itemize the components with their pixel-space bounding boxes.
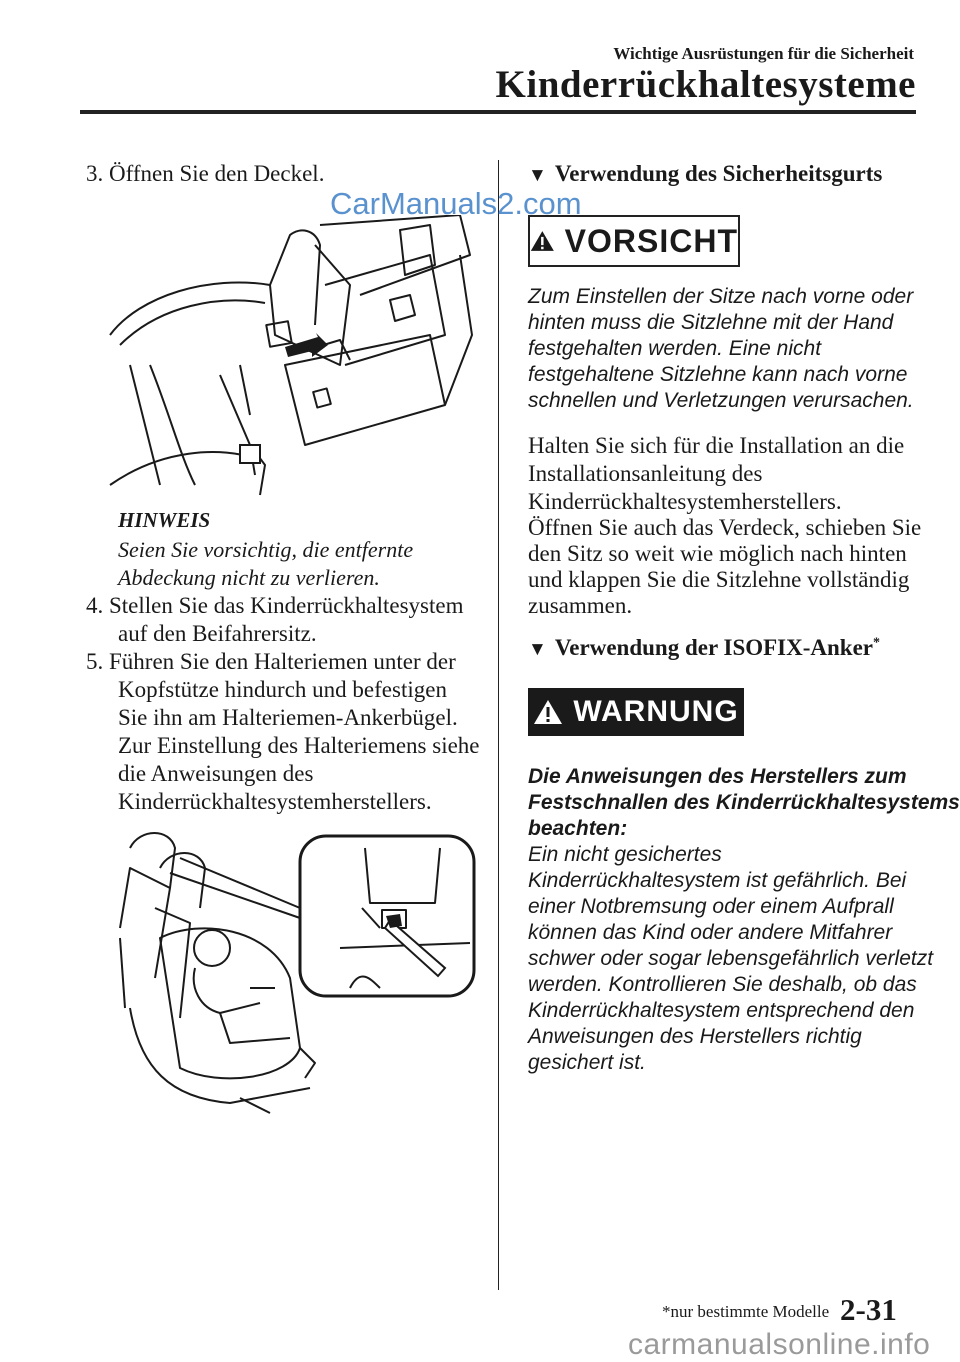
header-rule	[80, 110, 916, 114]
body-line: Öffnen Sie auch das Verdeck, schieben Sie	[528, 515, 922, 540]
warning-triangle-icon	[533, 699, 563, 725]
caution-box	[528, 215, 740, 267]
warning-line: schwer oder sogar lebensgefährlich verletzt	[528, 947, 934, 970]
body-line: und klappen Sie die Sitzlehne vollständig	[528, 567, 910, 592]
footer-url: carmanualsonline.info	[628, 1328, 931, 1361]
chapter-title: Wichtige Ausrüstungen für die Sicherheit	[613, 44, 914, 63]
footnote-marker: *	[873, 635, 881, 651]
warning-line: können das Kind oder andere Mitfahrer	[528, 921, 893, 944]
caution-line: Zum Einstellen der Sitze nach vorne oder	[528, 285, 914, 308]
warning-line: gesichert ist.	[528, 1051, 646, 1074]
step-4-line: 4. Stellen Sie das Kinderrückhaltesystem	[86, 593, 464, 618]
warning-bold-line: Die Anweisungen des Herstellers zum	[528, 765, 907, 788]
warning-line: Kinderrückhaltesystem ist gefährlich. Bei	[528, 869, 907, 892]
warning-box	[528, 688, 744, 736]
warning-bold-line: beachten:	[528, 817, 628, 840]
heading-isofix-label: Verwendung der ISOFIX-Anker	[554, 635, 874, 660]
warning-line: Ein nicht gesichertes	[528, 843, 722, 866]
step-3: 3. Öffnen Sie den Deckel.	[86, 161, 325, 186]
body-line: Halten Sie sich für die Installation an die	[528, 433, 905, 458]
caution-line: festgehaltene Sitzlehne kann nach vorne	[528, 363, 908, 386]
column-separator	[498, 160, 499, 1290]
heading-triangle-icon: ▼	[528, 165, 547, 186]
warning-label: WARNUNG	[573, 695, 739, 728]
step-5-line: Sie ihn am Halteriemen-Ankerbügel.	[118, 705, 458, 730]
warning-line: Kinderrückhaltesystem entsprechend den	[528, 999, 915, 1022]
step-5-line: 5. Führen Sie den Halteriemen unter der	[86, 649, 456, 674]
note-heading: HINWEIS	[118, 508, 211, 532]
caution-label: VORSICHT	[564, 222, 738, 259]
warning-bold-line: Festschnallen des Kinderrückhaltesystems	[528, 791, 960, 814]
step-5-line: Kopfstütze hindurch und befestigen	[118, 677, 447, 702]
body-line: zusammen.	[528, 593, 633, 618]
warning-line: einer Notbremsung oder einem Aufprall	[528, 895, 894, 918]
warning-triangle-icon	[530, 228, 555, 254]
illustration-open-cover	[100, 215, 480, 500]
heading-seatbelt-label: Verwendung des Sicherheitsgurts	[554, 161, 883, 186]
heading-seatbelt	[528, 161, 882, 187]
body-line: Kinderrückhaltesystemherstellers.	[528, 489, 842, 514]
section-title: Kinderrückhaltesysteme	[495, 63, 916, 106]
step-4-line: auf den Beifahrersitz.	[118, 621, 317, 646]
warning-line: werden. Kontrollieren Sie deshalb, ob das	[528, 973, 917, 996]
heading-triangle-icon: ▼	[528, 639, 547, 660]
warning-line: Anweisungen des Herstellers richtig	[528, 1025, 862, 1048]
illustration-tether-anchor	[100, 828, 480, 1118]
note-line: Seien Sie vorsichtig, die entfernte	[118, 537, 414, 562]
footnote: *nur bestimmte Modelle	[662, 1302, 830, 1321]
page-number: 2-31	[840, 1292, 897, 1327]
step-5-line: Kinderrückhaltesystemherstellers.	[118, 789, 432, 814]
step-5-line: Zur Einstellung des Halteriemens siehe	[118, 733, 480, 758]
body-line: den Sitz so weit wie möglich nach hinten	[528, 541, 907, 566]
watermark: CarManuals2.com	[330, 186, 582, 221]
note-line: Abdeckung nicht zu verlieren.	[118, 565, 380, 590]
caution-line: festgehalten werden. Eine nicht	[528, 337, 822, 360]
heading-isofix	[528, 635, 880, 661]
step-5-line: die Anweisungen des	[118, 761, 314, 786]
caution-line: hinten muss die Sitzlehne mit der Hand	[528, 311, 894, 334]
body-line: Installationsanleitung des	[528, 461, 763, 486]
caution-line: schnellen und Verletzungen verursachen.	[528, 389, 914, 412]
